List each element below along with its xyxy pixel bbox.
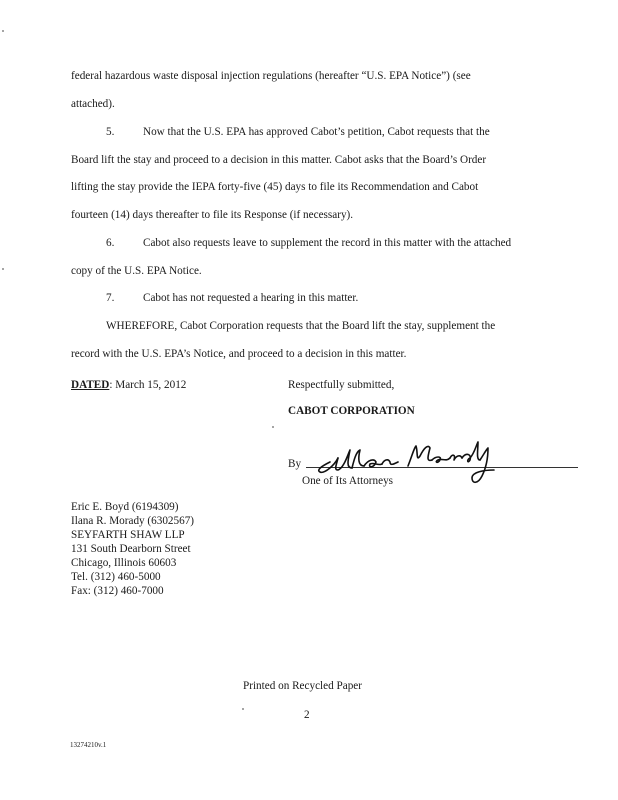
paragraph-5-line-2: Board lift the stay and proceed to a decision in this matter. Cabot asks that the Board’s Order (71, 154, 487, 166)
paragraph-7-number: 7. (106, 292, 115, 304)
contact-line-7: Fax: (312) 460-7000 (71, 585, 164, 597)
dated-row (71, 378, 186, 392)
paragraph-6-line-1: Cabot also requests leave to supplement the record in this matter with the attached (143, 237, 512, 249)
paragraph-5-line-3: lifting the stay provide the IEPA forty-five (45) days to file its Recommendation and Cabot (71, 181, 479, 193)
paragraph-6-number: 6. (106, 237, 115, 249)
wherefore-line-1: WHEREFORE, Cabot Corporation requests that the Board lift the stay, supplement the (106, 320, 496, 332)
respectfully-submitted: Respectfully submitted, (288, 379, 395, 391)
page-number: 2 (304, 709, 310, 721)
paragraph-5-number: 5. (106, 126, 115, 138)
body-line-1: federal hazardous waste disposal injection regulations (hereafter “U.S. EPA Notice”) (see (71, 70, 471, 82)
scan-speck (272, 426, 274, 428)
dated-label: DATED (71, 379, 110, 391)
paragraph-5-line-1: Now that the U.S. EPA has approved Cabot’s petition, Cabot requests that the (143, 126, 490, 138)
contact-line-5: Chicago, Illinois 60603 (71, 557, 177, 569)
contact-line-4: 131 South Dearborn Street (71, 543, 191, 555)
contact-line-3: SEYFARTH SHAW LLP (71, 529, 185, 541)
paragraph-7-line-1: Cabot has not requested a hearing in this matter. (143, 292, 359, 304)
dated-value: : March 15, 2012 (109, 379, 187, 391)
scan-speck (242, 708, 244, 710)
paragraph-6-line-2: copy of the U.S. EPA Notice. (71, 265, 202, 277)
body-line-2: attached). (71, 98, 115, 110)
company-name: CABOT CORPORATION (288, 405, 415, 417)
attorney-role: One of Its Attorneys (302, 475, 394, 487)
wherefore-line-2: record with the U.S. EPA’s Notice, and proceed to a decision in this matter. (71, 348, 407, 360)
contact-line-6: Tel. (312) 460-5000 (71, 571, 161, 583)
document-id: 13274210v.1 (70, 741, 107, 749)
contact-line-1: Eric E. Boyd (6194309) (71, 501, 179, 513)
paragraph-5-line-4: fourteen (14) days thereafter to file its Response (if necessary). (71, 209, 354, 221)
by-label: By (288, 458, 302, 470)
contact-line-2: Ilana R. Morady (6302567) (71, 515, 195, 527)
scan-speck (2, 30, 4, 32)
recycled-paper-note: Printed on Recycled Paper (243, 680, 362, 692)
scan-speck (2, 268, 4, 270)
